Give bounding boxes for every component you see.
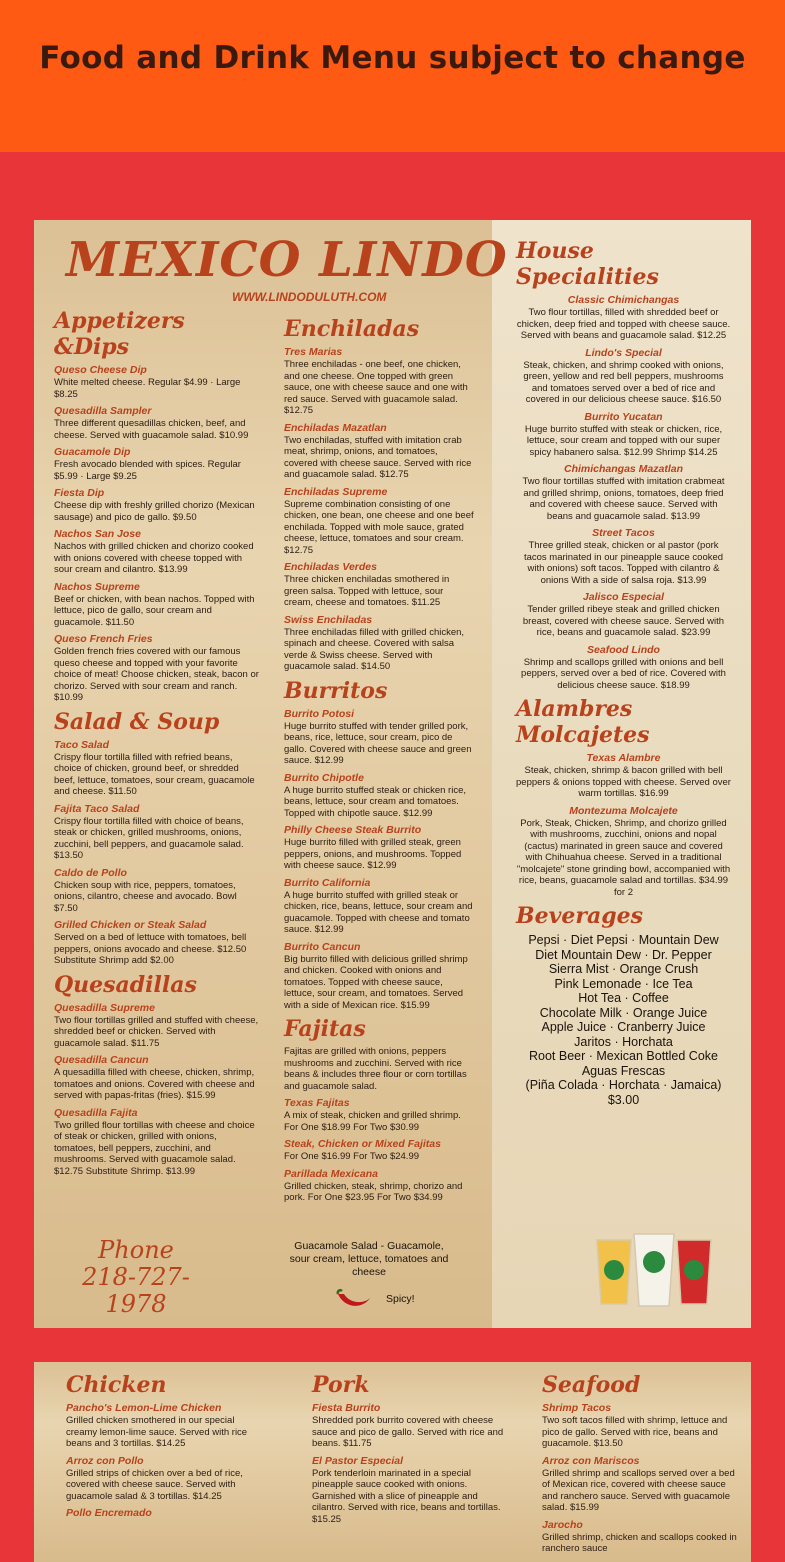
menu-section-heading: Alambres Molcajetes: [516, 696, 650, 748]
menu-item-name: Guacamole Dip: [54, 446, 131, 458]
menu-item-name: Arroz con Mariscos: [542, 1454, 640, 1467]
menu-item: [66, 1402, 266, 1450]
menu-item-name: Grilled Chicken or Steak Salad: [54, 919, 207, 931]
menu-item-description: Shrimp and scallops grilled with onions and bell peppers, served over a bed of rice. Covered with delicious cheese sauce. $18.99: [521, 656, 726, 691]
menu-item: [54, 919, 259, 967]
menu-item: [54, 364, 259, 400]
menu-item-description: Shredded pork burrito covered with cheese sauce and pico de gallo. Served with rice and beans. $11.75: [312, 1415, 504, 1449]
menu-item-description: Two soft tacos filled with shrimp, lettuce and pico de gallo. Served with rice, beans and guacamole. $13.50: [542, 1415, 728, 1449]
beverage-line: Pepsi · Diet Pepsi · Mountain Dew: [528, 933, 719, 947]
restaurant-logo: MEXICO LINDO: [66, 232, 508, 288]
menu-item: [516, 347, 731, 406]
menu2-column-pork: [312, 1372, 512, 1530]
menu-column-2: [284, 316, 474, 1209]
beverage-line: Jaritos · Horchata: [574, 1034, 673, 1049]
menu-section-heading: Enchiladas: [284, 316, 420, 342]
menu-item-description: Golden french fries covered with our famous queso cheese and topped with your favorite choice of meat! Choose chicken, steak, bacon or chorizo. Served with sour cream and ranch. $10.99: [54, 646, 259, 703]
menu-item: [284, 1097, 474, 1133]
menu-section-heading: Appetizers &Dips: [54, 308, 185, 360]
menu-item-description: Supreme combination consisting of one chicken, one bean, one cheese and one beef enchilada. Topped with mole sauce, grated cheese, lettuce, tomatoes and sour cream. $12.75: [284, 498, 474, 556]
menu-item-description: Grilled shrimp, chicken and scallops cooked in ranchero sauce: [542, 1531, 737, 1554]
menu-item-description: Tender grilled ribeye steak and grilled chicken breast, covered with cheese sauce. Served with rice, beans and guacamole salad. $23.99: [522, 604, 725, 638]
menu-item-description: Pork, Steak, Chicken, Shrimp, and chorizo grilled with mushrooms, zucchini, onions and nopal (cactus) marinated in green sauce and covered with Chihuahua cheese. Served in a traditional "molcajete" stone grinding bowl, accompanied with rice, beans, guacamole salad and tortillas. $34.99 for 2: [516, 817, 731, 898]
drink-cups-image: [589, 1220, 719, 1310]
beverage-line: Root Beer · Mexican Bottled Coke: [529, 1049, 718, 1063]
menu-item: [54, 405, 259, 441]
menu-item-description: Two grilled flour tortillas with cheese and choice of steak or chicken, grilled with onions, tomatoes, bell peppers, zucchini, and mushrooms. Served with guacamole salad. $12.75 Substitute Shrimp. $13.99: [54, 1119, 255, 1177]
menu-item-name: Jalisco Especial: [582, 591, 665, 603]
menu-item-name: Burrito Chipotle: [284, 771, 364, 784]
menu-item: [284, 1168, 474, 1204]
menu-item: [516, 463, 731, 522]
menu-item-description: Huge burrito stuffed with tender grilled pork, beans, rice, lettuce, sour cream, pico de gallo. Covered with cheese sauce and green sauce. $12.99: [284, 720, 472, 766]
menu2-column-seafood: [542, 1372, 742, 1560]
menu-item-description: Cheese dip with freshly grilled chorizo (Mexican sausage) and pico de gallo. $9.50: [54, 500, 255, 523]
menu-item: [516, 411, 731, 459]
menu-item-name: Nachos San Jose: [54, 528, 141, 540]
menu-item: [54, 739, 259, 798]
menu-item-description: Two flour tortillas grilled and stuffed with cheese, shredded beef or chicken. Served with guacamole salad. $11.75: [54, 1014, 259, 1049]
menu-item-name: Seafood Lindo: [587, 643, 660, 656]
menu-section-heading: Fajitas: [284, 1016, 366, 1042]
menu-item: [54, 487, 259, 523]
menu-item-description: Fajitas are grilled with onions, peppers mushrooms and zucchini. Served with rice beans & includes three flour or corn tortillas and guacamole salad.: [284, 1046, 467, 1092]
menu-item-name: Tres Marias: [284, 346, 343, 358]
menu-item-description: For One $16.99 For Two $24.99: [284, 1151, 420, 1162]
menu-item: [54, 528, 259, 576]
menu-item: [66, 1507, 266, 1520]
menu-item: [54, 446, 259, 482]
menu-item-description: Grilled chicken smothered in our special creamy lemon-lime sauce. Served with rice beans and 3 tortillas. $14.25: [66, 1415, 248, 1449]
menu-item-name: Fiesta Dip: [54, 487, 105, 499]
menu-item-name: Jarocho: [542, 1518, 583, 1531]
menu-item-description: Crispy flour tortilla filled with choice of beans, steak or chicken, grilled mushrooms, onions, zucchini, bell peppers, and guacamole salad. $13.50: [54, 815, 244, 861]
menu-item-description: Huge burrito filled with grilled steak, green peppers, onions, and mushrooms. Topped with cheese sauce. $12.99: [284, 837, 462, 871]
top-banner: [0, 0, 785, 152]
menu-item: [284, 1138, 474, 1163]
menu-item: [284, 561, 474, 609]
menu-item-name: Quesadilla Sampler: [54, 405, 152, 417]
menu-item-name: Fajita Taco Salad: [54, 802, 140, 815]
menu-item-name: Texas Alambre: [586, 752, 661, 764]
banner-title: Food and Drink Menu subject to change: [39, 40, 746, 76]
phone-label: Phone: [98, 1236, 174, 1264]
menu-item-description: Grilled chicken, steak, shrimp, chorizo and pork. For One $23.95 For Two $34.99: [284, 1180, 463, 1203]
website-url: WWW.LINDODULUTH.COM: [232, 290, 387, 304]
menu-item: [54, 803, 259, 862]
menu-item: [54, 1054, 259, 1102]
beverage-line: Sierra Mist · Orange Crush: [548, 962, 699, 976]
menu-item-name: Shrimp Tacos: [542, 1402, 612, 1414]
menu-item: [54, 633, 259, 704]
menu-item-description: Three different quesadillas chicken, beef, and cheese. Served with guacamole salad. $10.99: [54, 418, 249, 441]
menu-item: [54, 867, 259, 915]
beverages-heading: Beverages: [516, 903, 643, 929]
menu-image-page-2: [34, 1362, 751, 1562]
menu-item: [284, 708, 474, 767]
menu-section-heading: Burritos: [284, 677, 388, 704]
menu-item-name: Arroz con Pollo: [66, 1454, 144, 1467]
menu-item: [516, 294, 731, 342]
menu-item: [284, 614, 474, 673]
menu-item-description: Steak, chicken, shrimp & bacon grilled with bell peppers & onions topped with cheese. Served over warm tortillas. $16.99: [516, 765, 731, 799]
menu-item-name: Swiss Enchiladas: [284, 613, 373, 626]
menu-item-description: Three chicken enchiladas smothered in green salsa. Topped with lettuce, sour cream, cheese and tomatoes. $11.25: [284, 574, 450, 608]
menu-section-heading: Pork: [312, 1372, 370, 1398]
beverage-line: (Piña Colada · Horchata · Jamaica): [525, 1078, 722, 1092]
menu-item: [516, 752, 731, 800]
menu-item: [516, 644, 731, 692]
menu-item-name: El Pastor Especial: [312, 1454, 404, 1467]
menu-column-1: [54, 308, 259, 1182]
menu-item-description: Big burrito filled with delicious grilled shrimp and chicken. Cooked with onions and tomatoes. Topped with cheese sauce, lettuce, sour cream, and tomatoes. Served with a side of Mexican rice. $15.99: [284, 953, 468, 1011]
menu-item-description: Three grilled steak, chicken or al pastor (pork tacos marinated in our pineapple sauce cooked with onions) soft tacos. Topped with cilantro & onions With a side of salsa roja. $13.99: [523, 540, 724, 586]
menu-item-name: Enchiladas Verdes: [284, 561, 377, 573]
beverage-line: Chocolate Milk · Orange Juice: [539, 1005, 708, 1020]
beverage-line: Diet Mountain Dew · Dr. Pepper: [535, 947, 712, 962]
menu-item-name: Classic Chimichangas: [567, 294, 680, 306]
menu-item-name: Chimichangas Mazatlan: [563, 463, 684, 475]
menu-item-description: Grilled shrimp and scallops served over a bed of Mexican rice, covered with cheese sauce and ranchero sauce. Served with guacamole salad. $15.99: [542, 1467, 735, 1513]
menu-item-name: Philly Cheese Steak Burrito: [284, 824, 422, 836]
menu-section-heading: Salad & Soup: [54, 708, 220, 735]
spicy-legend: [334, 1286, 454, 1314]
menu-item-description: Fresh avocado blended with spices. Regular $5.99 · Large $9.25: [54, 459, 241, 482]
menu-item: [516, 591, 731, 639]
menu-item-name: Quesadilla Supreme: [54, 1001, 155, 1014]
menu-item-description: A quesadilla filled with cheese, chicken, shrimp, tomatoes and onions. Covered with cheese and served with papas-fritas (fries). $15.99: [54, 1067, 255, 1101]
menu-item-name: Taco Salad: [54, 738, 110, 751]
menu-item-name: Queso Cheese Dip: [54, 364, 147, 376]
drink-cups-icon: [589, 1220, 719, 1310]
phone-block: [56, 1237, 216, 1318]
menu-item-name: Quesadilla Cancun: [54, 1054, 149, 1066]
menu-item: [284, 877, 474, 936]
menu-item-description: Steak, chicken, and shrimp cooked with onions, green, yellow and red bell peppers, mushrooms and tomatoes served over a bed of rice and covered in our delicious cheese sauce. $16.50: [523, 359, 724, 405]
menu-item: [54, 1002, 259, 1050]
menu-item-description: Two flour tortillas, filled with shredded beef or chicken, deep fried and topped with cheese sauce. Served with beans and guacamole salad. $12.25: [516, 307, 731, 341]
menu-item: [516, 527, 731, 586]
menu-item-description: Three enchiladas filled with grilled chicken, spinach and cheese. Covered with salsa verde & Swiss cheese. Served with guacamole salad. $14.50: [284, 626, 465, 672]
menu-item: [312, 1455, 512, 1526]
menu-item-name: Montezuma Molcajete: [569, 804, 678, 817]
menu-item-description: A mix of steak, chicken and grilled shrimp. For One $18.99 For Two $30.99: [284, 1110, 461, 1133]
beverage-line: Hot Tea · Coffee: [578, 991, 669, 1005]
menu-item-description: Nachos with grilled chicken and chorizo cooked with onions covered with cheese topped with sour cream and cilantro. $13.99: [54, 541, 254, 575]
menu-item-name: Fiesta Burrito: [312, 1402, 381, 1414]
menu-item-name: Parillada Mexicana: [284, 1167, 378, 1180]
menu-item-description: Beef or chicken, with bean nachos. Topped with lettuce, pico de gallo, sour cream and guacamole. $11.50: [54, 593, 255, 628]
menu-item-name: Queso French Fries: [54, 633, 153, 645]
beverage-line: $3.00: [607, 1092, 640, 1107]
menu-item-description: White melted cheese. Regular $4.99 · Large $8.25: [54, 377, 241, 400]
menu-item-name: Lindo's Special: [585, 346, 662, 359]
menu-item-description: Pork tenderloin marinated in a special pineapple sauce cooked with onions. Garnished with a slice of pineapple and cilantro. Served with rice, beans and tortillas. $15.25: [312, 1467, 501, 1525]
menu-item-name: Burrito Yucatan: [584, 410, 663, 423]
menu2-column-chicken: [66, 1372, 266, 1525]
menu-item-name: Burrito Potosi: [284, 707, 354, 720]
menu-item: [284, 824, 474, 872]
menu-item-name: Enchiladas Mazatlan: [284, 421, 387, 434]
menu-item: [284, 941, 474, 1012]
menu-item-description: Two flour tortillas stuffed with imitation crabmeat and grilled shrimp, onions, tomatoes, deep fried and covered with cheese sauce. Served with beans and guacamole salad. $13.99: [522, 476, 725, 522]
menu-item: [284, 1046, 474, 1092]
menu-item: [284, 422, 474, 481]
menu-item-name: Enchiladas Supreme: [284, 485, 388, 498]
menu-item-name: Quesadilla Fajita: [54, 1106, 138, 1119]
beverage-line: Apple Juice · Cranberry Juice: [541, 1020, 706, 1034]
menu-item-description: Grilled strips of chicken over a bed of rice, covered with cheese sauce. Served with guacamole salad & 3 tortillas. $14.25: [66, 1467, 243, 1502]
beverage-line: Pink Lemonade · Ice Tea: [554, 976, 693, 991]
spicy-label: Spicy!: [386, 1293, 415, 1305]
chili-pepper-icon: [334, 1286, 374, 1312]
menu-item: [542, 1402, 742, 1450]
menu-item: [542, 1519, 742, 1555]
beverage-line: Aguas Frescas: [581, 1063, 666, 1078]
menu-item-description: A huge burrito stuffed steak or chicken rice, beans, lettuce, sour cream and tomatoes. Topped with chipotle sauce. $12.99: [284, 784, 467, 819]
menu-item-description: Chicken soup with rice, peppers, tomatoes, onions, cilantro, cheese and avocado. Bowl $7.50: [54, 879, 237, 914]
menu-item: [66, 1455, 266, 1503]
menu-item-name: Nachos Supreme: [54, 580, 140, 593]
menu-item: [516, 805, 731, 899]
menu-item: [284, 772, 474, 820]
menu-section-heading: Seafood: [542, 1372, 641, 1398]
guacamole-note: Guacamole Salad - Guacamole, sour cream, lettuce, tomatoes and cheese: [289, 1240, 449, 1278]
menu-item-name: Texas Fajitas: [284, 1097, 350, 1109]
menu-image-page-1: [34, 220, 751, 1328]
menu-item: [284, 346, 474, 417]
menu-item: [54, 1107, 259, 1178]
menu-section-heading: House Specialities: [516, 238, 659, 290]
menu-item-name: Caldo de Pollo: [54, 866, 127, 879]
menu-item-name: Pancho's Lemon-Lime Chicken: [66, 1402, 222, 1414]
menu-item-name: Steak, Chicken or Mixed Fajitas: [284, 1138, 441, 1150]
menu-item: [542, 1455, 742, 1514]
menu-item-description: Served on a bed of lettuce with tomatoes, bell peppers, onions avocado and cheese. $12.50 Substitute Shrimp add $2.00: [54, 932, 247, 966]
menu-item-name: Street Tacos: [592, 527, 655, 539]
menu-section-heading: Quesadillas: [54, 971, 197, 998]
menu-item-description: Crispy flour tortilla filled with refried beans, choice of chicken, ground beef, or shredded beef, lettuce, tomatoes, sour cream, guacamole and cheese. $11.50: [54, 751, 255, 797]
phone-number: 218-727-1978: [82, 1263, 190, 1318]
menu-item-description: A huge burrito stuffed with grilled steak or chicken, rice, beans, lettuce, sour cream and guacamole. Topped with cheese and tomato sauce. $12.99: [284, 889, 473, 935]
menu-column-3: [516, 238, 731, 1107]
menu-item-description: Two enchiladas, stuffed with imitation crab meat, shrimp, onions, and tomatoes, covered with cheese sauce. Served with rice and guacamole salad. $12.75: [284, 434, 472, 480]
menu-item: [54, 581, 259, 629]
menu-item-name: Burrito California: [284, 876, 371, 889]
menu-item-name: Burrito Cancun: [284, 940, 361, 953]
menu-item-description: Huge burrito stuffed with steak or chicken, rice, lettuce, sour cream and topped with our super spicy habanero salsa. $12.99 Shrimp $14.25: [524, 423, 723, 458]
menu-item-description: Three enchiladas - one beef, one chicken, and one cheese. One topped with green sauce, one with cheese sauce and one with red sauce. Served with guacamole salad. $12.75: [284, 359, 468, 416]
menu-section-heading: Chicken: [66, 1372, 167, 1398]
menu-item: [284, 486, 474, 557]
menu-item: [312, 1402, 512, 1450]
menu-item-name: Pollo Encremado: [66, 1507, 152, 1519]
